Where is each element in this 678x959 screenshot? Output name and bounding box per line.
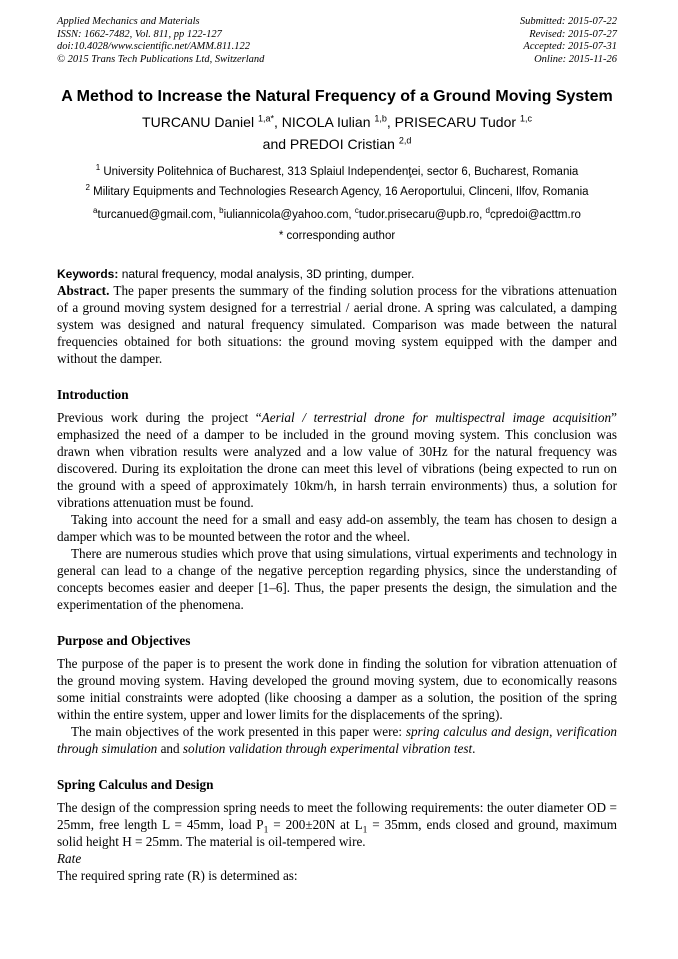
subscript: 1 bbox=[362, 825, 368, 836]
author-affiliation-marker: 1,a* bbox=[257, 113, 274, 124]
paragraph-text: The design of the compression spring needs to meet the following requirements: the outer diameter OD = 25mm, free length L = 45mm, load P bbox=[57, 800, 617, 832]
revised-date: Revised: 2015-07-27 bbox=[529, 28, 617, 40]
affiliation-marker: 1 bbox=[95, 163, 101, 173]
email-address: turcanued@gmail.com, bbox=[97, 209, 220, 221]
author-name: TURCANU Daniel bbox=[142, 114, 258, 130]
journal-header bbox=[57, 16, 617, 66]
paper-body bbox=[57, 282, 617, 884]
objective-italic: verification through simulation bbox=[57, 724, 618, 756]
email-marker: d bbox=[485, 206, 490, 216]
author-name: , PRISECARU Tudor bbox=[386, 114, 520, 130]
author-affiliation-marker: 1,c bbox=[519, 113, 532, 124]
affiliation-1 bbox=[57, 165, 617, 180]
paragraph bbox=[57, 799, 617, 850]
affiliation-2 bbox=[65, 185, 610, 200]
affiliation-marker: 2 bbox=[85, 183, 90, 193]
accepted-date: Accepted: 2015-07-31 bbox=[523, 41, 617, 52]
email-address: tudor.prisecaru@upb.ro, bbox=[358, 209, 486, 221]
email-address: cpredoi@acttm.ro bbox=[490, 209, 581, 221]
keywords-line bbox=[57, 267, 617, 282]
corresponding-author-note: * corresponding author bbox=[278, 230, 396, 242]
abstract-text: The paper presents the summary of the finding solution process for the vibrations attenuation of a ground moving system designed for a terrestrial / aerial drone. A spring was calculated, a damping system was designed and natural frequency simulated. Comparison was made between the natural frequencies obtained for both situations: the ground moving system equipped with the damper and without the damper. bbox=[57, 283, 617, 366]
paragraph bbox=[57, 409, 617, 511]
journal-doi: doi:10.4028/www.scientific.net/AMM.811.122 bbox=[57, 41, 250, 52]
journal-issn: ISSN: 1662-7482, Vol. 811, pp 122-127 bbox=[57, 28, 222, 40]
email-marker: b bbox=[219, 206, 224, 216]
journal-header-right bbox=[520, 16, 617, 66]
paragraph-text: , bbox=[549, 724, 557, 739]
section-heading-introduction: Introduction bbox=[57, 387, 129, 402]
keywords-label: Keywords: bbox=[57, 267, 119, 281]
affiliation-text: Military Equipments and Technologies Research Agency, 16 Aeroportului, Clinceni, Ilfov, Romania bbox=[89, 186, 589, 198]
authors-block bbox=[57, 111, 617, 155]
paragraph-text: and bbox=[157, 741, 183, 756]
paragraph-text: Previous work during the project “ bbox=[57, 410, 262, 425]
abstract-paragraph bbox=[57, 282, 617, 367]
email-marker: a bbox=[93, 206, 98, 216]
author-affiliation-marker: 1,b bbox=[374, 113, 387, 124]
authors-line-2 bbox=[57, 133, 617, 155]
email-address: iuliannicola@yahoo.com, bbox=[223, 209, 355, 221]
keywords-text: natural frequency, modal analysis, 3D printing, dumper. bbox=[118, 267, 415, 281]
paragraph bbox=[57, 723, 617, 757]
journal-header-left bbox=[57, 16, 264, 66]
project-name-italic: Aerial / terrestrial drone for multispectral image acquisition bbox=[261, 410, 612, 425]
paragraph-text: The main objectives of the work presented in this paper were: bbox=[71, 724, 406, 739]
affiliation-text: University Politehnica of Bucharest, 313 Splaiul Independenţei, sector 6, Bucharest, Romania bbox=[100, 166, 579, 178]
affiliations-block bbox=[57, 165, 617, 200]
objective-italic: spring calculus and design bbox=[405, 724, 550, 739]
submitted-date: Submitted: 2015-07-22 bbox=[519, 16, 617, 27]
author-name: and PREDOI Cristian bbox=[262, 136, 399, 152]
author-name: , NICOLA Iulian bbox=[273, 114, 375, 130]
journal-copyright: © 2015 Trans Tech Publications Ltd, Switzerland bbox=[57, 53, 265, 65]
subheading-rate: Rate bbox=[57, 851, 82, 866]
email-marker: c bbox=[354, 206, 359, 216]
paragraph: The required spring rate (R) is determined as: bbox=[57, 868, 298, 883]
paper-title: A Method to Increase the Natural Frequency of a Ground Moving System bbox=[61, 88, 613, 105]
paragraph-text: = 200±20N at L bbox=[268, 817, 363, 832]
journal-name: Applied Mechanics and Materials bbox=[57, 16, 200, 27]
paragraph: There are numerous studies which prove that using simulations, virtual experiments and technology in general can lead to a change of the negative perception regarding physics, since the understanding of concepts becomes easier and deeper [1–6]. Thus, the paper presents the design, the simulation and the experimentation of the phenomena. bbox=[57, 546, 617, 612]
section-heading-purpose: Purpose and Objectives bbox=[57, 633, 191, 648]
paragraph: The purpose of the paper is to present the work done in finding the solution for vibration attenuation of the ground moving system. Having developed the ground moving system, due to economically reasons some initial constraints were adopted (like choosing a damper as a solution, the position of the spring within the entire system, upper and lower limits for the displacements of the spring). bbox=[57, 656, 617, 722]
objective-italic: solution validation through experimental vibration test bbox=[182, 741, 473, 756]
paragraph-text: ” emphasized the need of a damper to be included in the ground moving system. This conclusion was drawn when vibration results were analyzed and a low value of 30Hz for the natural frequency was discovered. During its exploitation the drone can meet this level of vibrations (being expected to run on the ground with a speed of approximately 10km/h, in harsh terrain environments) thus, a solution for vibrations attenuation must be found. bbox=[57, 410, 617, 510]
abstract-label: Abstract. bbox=[57, 283, 110, 298]
author-affiliation-marker: 2,d bbox=[398, 135, 412, 146]
paragraph-text: = 35mm, ends closed and ground, maximum solid height H = 25mm. The material is oil-tempered wire. bbox=[57, 817, 617, 849]
paragraph: Taking into account the need for a small and easy add-on assembly, the team has chosen to design a damper which was to be mounted between the rotor and the wheel. bbox=[57, 512, 617, 544]
author-emails bbox=[57, 208, 617, 223]
authors-line-1 bbox=[57, 111, 617, 133]
online-date: Online: 2015-11-26 bbox=[534, 53, 617, 65]
paragraph-text: . bbox=[472, 741, 476, 756]
subscript: 1 bbox=[263, 825, 269, 836]
section-heading-spring-calculus: Spring Calculus and Design bbox=[57, 777, 214, 792]
